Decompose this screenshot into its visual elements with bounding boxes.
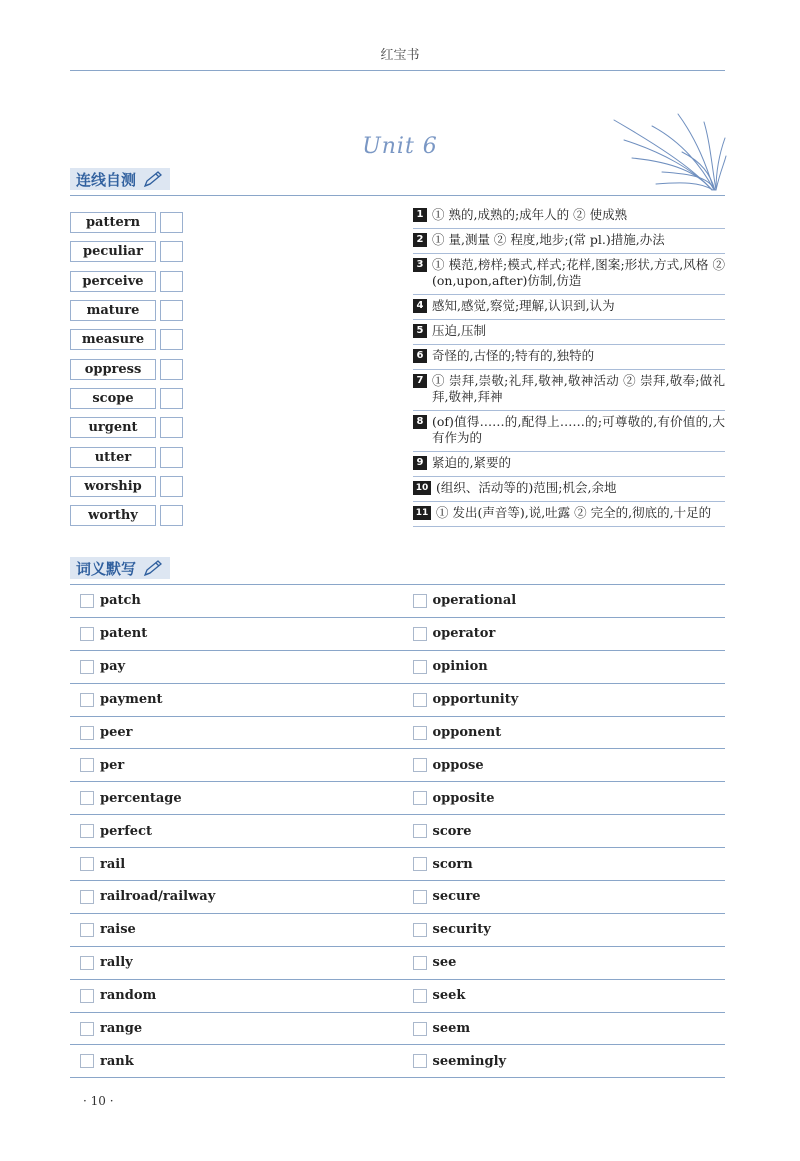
word-box: perceive [70,271,156,292]
definition-item [413,345,725,370]
word-row [70,296,190,325]
checkbox[interactable] [80,627,94,641]
definition-text: (组织、活动等的)范围;机会,余地 [436,480,617,495]
checkbox[interactable] [80,890,94,904]
dictation-row [70,585,725,618]
dictation-word: rally [100,955,133,971]
word-row [70,413,190,442]
dictation-cell-right [393,626,726,641]
dictation-word: perfect [100,823,152,839]
dictation-cell-right [393,889,726,904]
pencil-icon [142,170,164,188]
dictation-word: patent [100,626,148,642]
dictation-word: oppose [432,757,484,773]
answer-box[interactable] [160,329,183,350]
section-dictation-title: 词义默写 [76,559,137,578]
checkbox[interactable] [413,890,427,904]
dictation-row [70,881,725,914]
definition-item [413,502,725,527]
dictation-cell-left [70,824,393,839]
dictation-row [70,947,725,980]
definition-text: 紧迫的,紧要的 [432,455,511,470]
dictation-word: operational [432,593,517,609]
checkbox[interactable] [80,824,94,838]
dictation-cell-right [393,758,726,773]
definition-number: 8 [413,415,427,429]
word-row [70,384,190,413]
checkbox[interactable] [80,726,94,740]
definition-list [413,204,725,527]
word-row [70,501,190,530]
definition-text: ① 崇拜,崇敬;礼拜,敬神,敬神活动 ② 崇拜,敬奉;做礼拜,敬神,拜神 [432,373,725,404]
answer-box[interactable] [160,476,183,497]
dictation-row [70,782,725,815]
definition-number: 3 [413,258,427,272]
dictation-cell-left [70,1054,393,1069]
dictation-word: opponent [432,725,502,740]
dictation-row [70,717,725,750]
definition-text: 压迫,压制 [432,323,486,338]
dictation-word: random [100,988,157,1004]
dictation-row [70,815,725,848]
dictation-cell-left [70,659,393,674]
answer-box[interactable] [160,359,183,380]
dictation-cell-right [393,824,726,839]
word-row [70,208,190,237]
dictation-row [70,848,725,881]
definition-item [413,204,725,229]
definition-text: ① 模范,榜样;模式,样式;花样,图案;形状,方式,风格 ② (on,upon,after)仿制,仿造 [432,257,725,288]
dictation-word: railroad/railway [100,889,216,905]
dictation-word: see [432,955,457,971]
answer-box[interactable] [160,271,183,292]
checkbox[interactable] [80,758,94,772]
definition-text: ① 熟的,成熟的;成年人的 ② 使成熟 [432,207,628,222]
dictation-word: scorn [432,856,473,872]
dictation-word: rank [100,1053,134,1069]
word-box: scope [70,388,156,409]
dictation-cell-right [393,955,726,970]
checkbox[interactable] [80,1054,94,1068]
answer-box[interactable] [160,212,183,233]
pencil-icon [142,559,164,577]
checkbox[interactable] [80,857,94,871]
dictation-cell-left [70,692,393,707]
section-matching-title: 连线自测 [76,170,137,189]
definition-item [413,320,725,345]
word-row [70,237,190,266]
definition-text: ① 发出(声音等),说,吐露 ② 完全的,彻底的,十足的 [436,505,712,520]
word-box: urgent [70,417,156,438]
dictation-cell-left [70,922,393,937]
dictation-word: opposite [432,790,495,806]
checkbox[interactable] [80,594,94,608]
word-row [70,442,190,471]
word-box: measure [70,329,156,350]
dictation-row [70,651,725,684]
word-box: worship [70,476,156,497]
word-box: pattern [70,212,156,233]
definition-number: 7 [413,374,427,388]
section-dictation-header [70,557,170,579]
word-row [70,472,190,501]
checkbox[interactable] [413,1022,427,1036]
answer-box[interactable] [160,417,183,438]
book-title: 红宝书 [380,48,420,63]
definition-item [413,411,725,452]
dictation-list [70,585,725,1078]
dictation-row [70,684,725,717]
definition-item [413,229,725,254]
dictation-word: payment [100,692,163,708]
dictation-cell-left [70,1021,393,1036]
word-row [70,325,190,354]
dictation-row [70,1013,725,1046]
definition-number: 5 [413,324,427,338]
dictation-word: range [100,1021,143,1037]
definition-number: 1 [413,208,427,222]
dictation-cell-right [393,791,726,806]
answer-box[interactable] [160,447,183,468]
dictation-word: seem [432,1021,471,1037]
dictation-cell-left [70,626,393,641]
dictation-word: per [100,757,125,773]
dictation-word: opinion [432,659,488,675]
dictation-cell-left [70,857,393,872]
dictation-cell-left [70,758,393,773]
checkbox[interactable] [80,1022,94,1036]
definition-text: (of)值得……的,配得上……的;可尊敬的,有价值的,大有作为的 [432,414,725,445]
dictation-row [70,749,725,782]
definition-number: 2 [413,233,427,247]
dictation-cell-left [70,955,393,970]
definition-item [413,295,725,320]
word-box: peculiar [70,241,156,262]
dictation-cell-right [393,922,726,937]
dictation-word: secure [432,889,481,905]
checkbox[interactable] [413,989,427,1003]
dictation-cell-right [393,692,726,707]
checkbox[interactable] [413,660,427,674]
word-box: worthy [70,505,156,526]
word-box: oppress [70,359,156,380]
checkbox[interactable] [413,824,427,838]
checkbox[interactable] [80,923,94,937]
definition-text: 奇怪的,古怪的;特有的,独特的 [432,348,595,363]
dictation-cell-left [70,988,393,1003]
checkbox[interactable] [413,758,427,772]
dictation-row [70,980,725,1013]
matching-word-list [70,208,190,530]
page-number: · 10 · [83,1094,114,1108]
definition-number: 6 [413,349,427,363]
dictation-word: pay [100,659,126,675]
checkbox[interactable] [80,693,94,707]
answer-box[interactable] [160,241,183,262]
word-row [70,354,190,383]
dictation-row [70,1045,725,1078]
dictation-word: opportunity [432,692,519,708]
definition-text: ① 量,测量 ② 程度,地步;(常 pl.)措施,办法 [432,232,665,247]
definition-number: 11 [413,506,431,520]
checkbox[interactable] [413,693,427,707]
checkbox[interactable] [80,956,94,970]
dictation-cell-left [70,889,393,904]
dictation-cell-left [70,725,393,740]
word-box: utter [70,447,156,468]
definition-item [413,370,725,411]
section-matching-rule [70,195,725,196]
definition-text: 感知,感觉,察觉;理解,认识到,认为 [432,298,615,313]
dictation-cell-right [393,725,726,740]
dictation-row [70,914,725,947]
definition-number: 4 [413,299,427,313]
checkbox[interactable] [80,791,94,805]
dictation-word: operator [432,626,496,642]
grass-illustration [612,112,727,192]
dictation-cell-right [393,1054,726,1069]
dictation-cell-right [393,1021,726,1036]
dictation-cell-right [393,593,726,608]
word-box: mature [70,300,156,321]
dictation-word: percentage [100,790,182,806]
word-row [70,267,190,296]
dictation-word: seek [432,988,466,1004]
dictation-row [70,618,725,651]
checkbox[interactable] [80,660,94,674]
dictation-word: score [432,823,472,839]
answer-box[interactable] [160,388,183,409]
checkbox[interactable] [413,1054,427,1068]
checkbox[interactable] [413,726,427,740]
dictation-word: security [432,922,491,938]
dictation-word: seemingly [432,1053,507,1069]
dictation-cell-right [393,988,726,1003]
checkbox[interactable] [413,594,427,608]
checkbox[interactable] [413,956,427,970]
checkbox[interactable] [413,791,427,805]
header-divider [70,70,725,71]
dictation-word: raise [100,922,136,938]
section-matching-header [70,168,170,190]
checkbox[interactable] [80,989,94,1003]
definition-item [413,477,725,502]
dictation-cell-left [70,791,393,806]
dictation-word: rail [100,856,126,872]
dictation-word: patch [100,593,141,609]
answer-box[interactable] [160,300,183,321]
checkbox[interactable] [413,923,427,937]
definition-number: 10 [413,481,431,495]
definition-number: 9 [413,456,427,470]
dictation-cell-left [70,593,393,608]
dictation-cell-right [393,857,726,872]
dictation-cell-right [393,659,726,674]
dictation-word: peer [100,725,133,740]
checkbox[interactable] [413,627,427,641]
answer-box[interactable] [160,505,183,526]
definition-item [413,452,725,477]
definition-item [413,254,725,295]
unit-title: Unit 6 [362,134,438,159]
checkbox[interactable] [413,857,427,871]
